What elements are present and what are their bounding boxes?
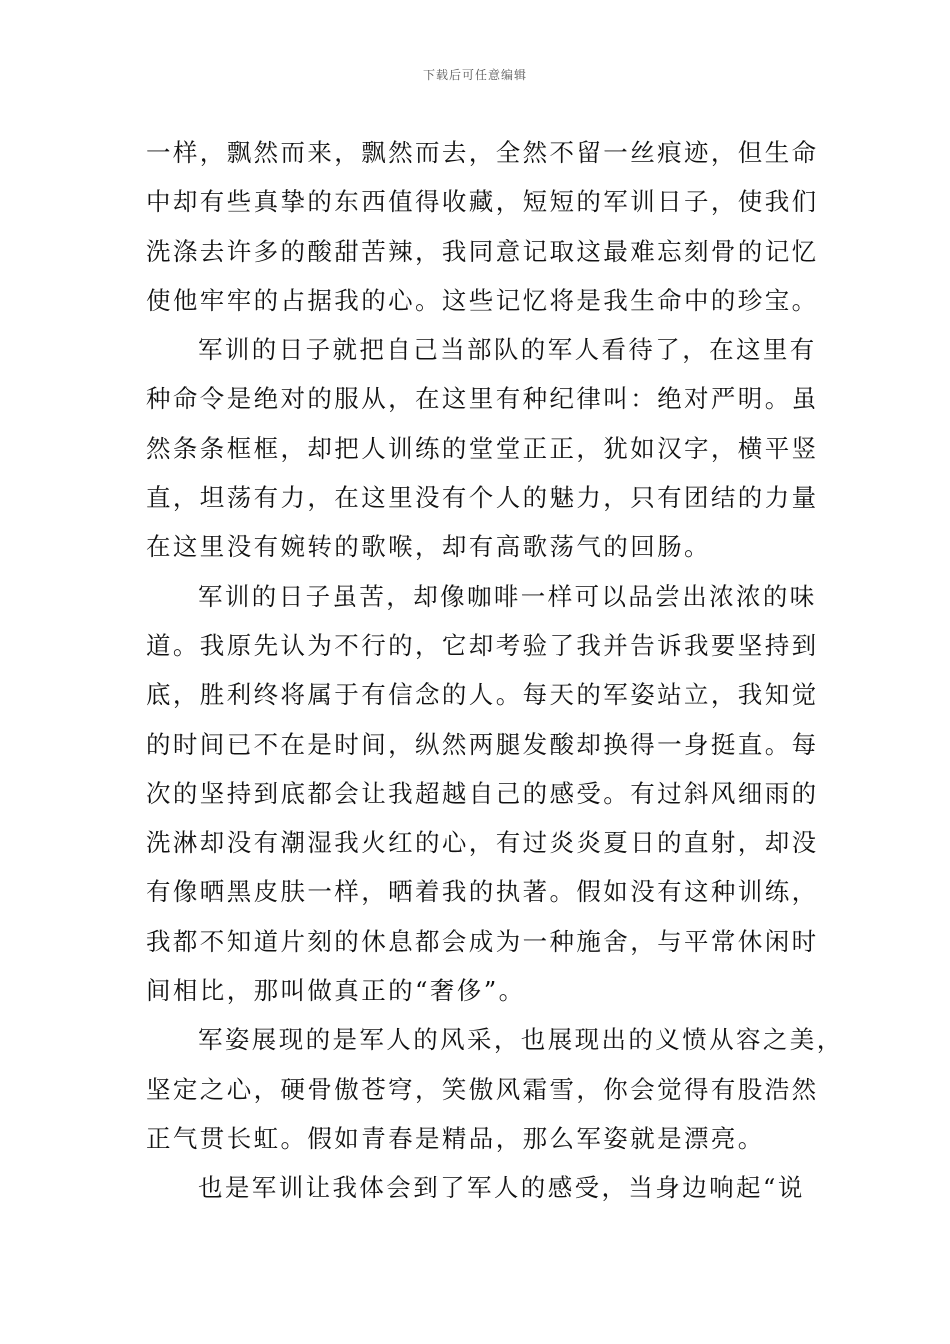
text-line: 然条条框框，却把人训练的堂堂正正，犹如汉字，横平竖 [146,433,819,463]
text-line: 正气贯长虹。假如青春是精品，那么军姿就是漂亮。 [146,1123,765,1153]
paragraph-start-line: 军训的日子就把自己当部队的军人看待了，在这里有 [198,335,817,365]
paragraph-start-line: 军训的日子虽苦，却像咖啡一样可以品尝出浓浓的味 [198,581,817,611]
text-line: 洗涤去许多的酸甜苦辣，我同意记取这最难忘刻骨的记忆 [146,236,819,266]
text-line: 使他牢牢的占据我的心。这些记忆将是我生命中的珍宝。 [146,285,819,315]
text-line: 直，坦荡有力，在这里没有个人的魅力，只有团结的力量 [146,483,819,513]
text-line: 一样，飘然而来，飘然而去，全然不留一丝痕迹，但生命 [146,138,819,167]
paragraph-start-line: 军姿展现的是军人的风采，也展现出的义愤从容之美， [198,1025,844,1055]
text-line: 我都不知道片刻的休息都会成为一种施舍，与平常休闲时 [146,926,819,956]
article-body [146,128,844,1213]
text-line: 在这里没有婉转的歌喉，却有高歌荡气的回肠。 [146,532,711,562]
paragraph-start-line: 也是军训让我体会到了军人的感受，当身边响起“说 [198,1173,805,1203]
text-line: 坚定之心，硬骨傲苍穹，笑傲风霜雪，你会觉得有股浩然 [146,1074,819,1104]
page-header-note: 下载后可任意编辑 [422,68,527,82]
text-line: 有像晒黑皮肤一样，晒着我的执著。假如没有这种训练， [146,877,819,907]
text-line: 底，胜利终将属于有信念的人。每天的军姿站立，我知觉 [146,680,819,710]
text-line: 间相比，那叫做真正的“奢侈”。 [146,976,526,1006]
text-line: 中却有些真挚的东西值得收藏，短短的军训日子，使我们 [146,187,819,217]
text-line: 洗淋却没有潮湿我火红的心，有过炎炎夏日的直射，却没 [146,828,819,858]
text-line: 次的坚持到底都会让我超越自己的感受。有过斜风细雨的 [146,778,819,808]
text-line: 道。我原先认为不行的，它却考验了我并告诉我要坚持到 [146,630,819,660]
text-line: 的时间已不在是时间，纵然两腿发酸却换得一身挺直。每 [146,729,819,759]
text-line: 种命令是绝对的服从，在这里有种纪律叫：绝对严明。虽 [146,384,819,414]
